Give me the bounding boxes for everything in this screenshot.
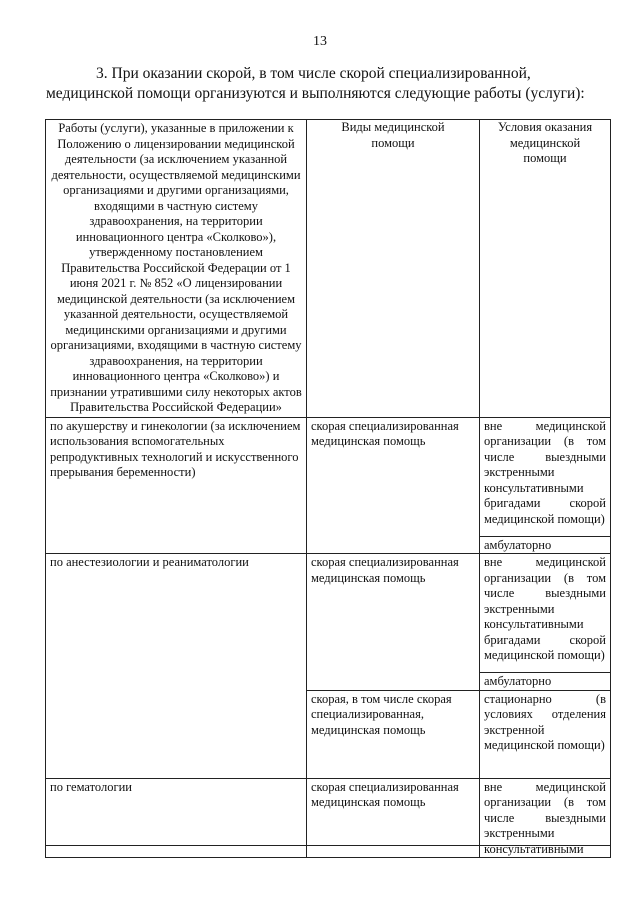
conditions-cell: вне медицинской организации (в том числе выездными экстренными консультативными бригадами скорой медицинской помощи): [480, 417, 611, 536]
intro-paragraph: 3. При оказании скорой, в том числе скорой специализированной, медицинской помощи организуются и выполняются следующие работы (услуги):: [46, 65, 585, 102]
work-cell: по гематологии: [46, 778, 307, 858]
care-type-cell: скорая, в том числе скорая специализированная, медицинская помощь: [307, 690, 480, 778]
care-type-cell: скорая специализированная медицинская помощь: [307, 778, 480, 858]
table-header-row: [46, 120, 611, 418]
care-type-cell: скорая специализированная медицинская помощь: [307, 417, 480, 554]
conditions-cell: амбулаторно: [480, 673, 611, 691]
header-care-types: Виды медицинской помощи: [307, 120, 480, 418]
work-cell: по акушерству и гинекологии (за исключением использования вспомогательных репродуктивных технологий и искусственного прерывания беременности): [46, 417, 307, 554]
care-type-cell: скорая специализированная медицинская помощь: [307, 554, 480, 691]
page-number: 13: [313, 34, 327, 49]
table-bottom-border: [45, 845, 611, 846]
work-cell: по анестезиологии и реаниматологии: [46, 554, 307, 779]
conditions-cell: амбулаторно: [480, 536, 611, 554]
conditions-cell: вне медицинской организации (в том числе выездными экстренными консультативными: [480, 778, 611, 858]
conditions-cell: вне медицинской организации (в том числе выездными экстренными консультативными бригадами скорой медицинской помощи): [480, 554, 611, 673]
works-table: [45, 119, 611, 858]
table-row: [46, 417, 611, 536]
conditions-cell: стационарно (в условиях отделения экстренной медицинской помощи): [480, 690, 611, 778]
header-care-conditions: Условия оказания медицинской помощи: [480, 120, 611, 418]
header-works: Работы (услуги), указанные в приложении к Положению о лицензировании медицинской деятельности (за исключением указанной деятельности, осуществляемой медицинскими организациями и другими организациями, входящими в частную систему здравоохранения, на территории инновационного центра «Сколково»), утвержденному постановлением Правительства Российской Федерации от 1 июня 2021 г. № 852 «О лицензировании медицинской деятельности (за исключением указанной деятельности, осуществляемой медицинскими организациями и другими организациями, входящими в частную систему здравоохранения, на территории инновационного центра «Сколково») и признании утратившими силу некоторых актов Правительства Российской Федерации»: [46, 120, 307, 418]
table-row: [46, 554, 611, 673]
